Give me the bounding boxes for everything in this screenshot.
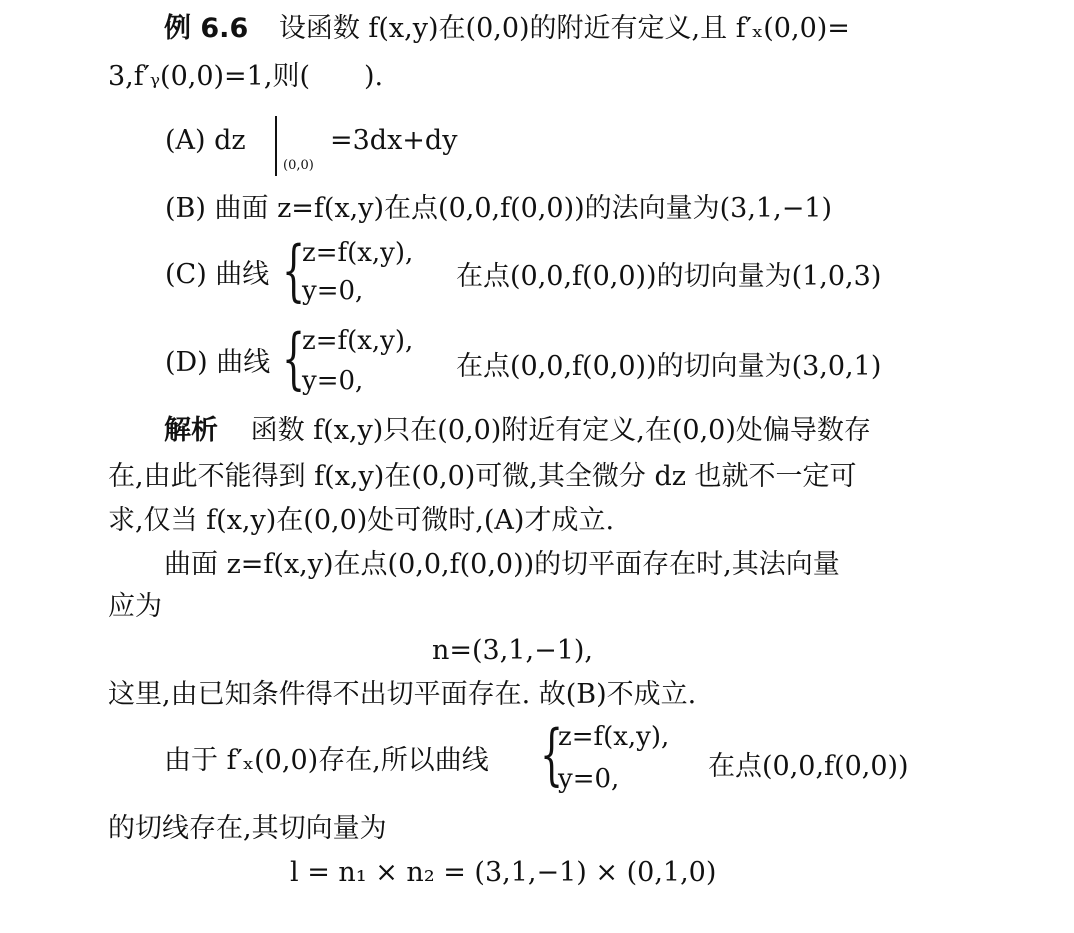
option-a-prefix: (A) dz: [165, 125, 246, 156]
normal-vector-formula: n=(3,1,−1),: [432, 635, 593, 666]
tangent-vector-formula: l = n₁ × n₂ = (3,1,−1) × (0,1,0): [290, 857, 717, 888]
problem-line-1: [164, 12, 850, 46]
option-c-eq2: y=0,: [302, 276, 364, 306]
analysis-p1-line1: 函数 f(x,y)只在(0,0)附近有定义,在(0,0)处偏导数存: [250, 415, 871, 446]
option-a-subscript: (0,0): [283, 158, 314, 173]
analysis-p2-line2: 应为: [108, 591, 162, 622]
option-c-brace: {: [282, 232, 306, 309]
analysis-p2-line1: 曲面 z=f(x,y)在点(0,0,f(0,0))的切平面存在时,其法向量: [164, 549, 840, 580]
option-d-suffix: 在点(0,0,f(0,0))的切向量为(3,0,1): [456, 351, 882, 382]
option-c-eq1: z=f(x,y),: [302, 238, 414, 268]
problem-stem-1: 设函数 f(x,y)在(0,0)的附近有定义,且 f′ₓ(0,0)=: [278, 13, 850, 44]
analysis-p1-line2: 在,由此不能得到 f(x,y)在(0,0)可微,其全微分 dz 也就不一定可: [108, 461, 857, 492]
analysis-p3-eq1: z=f(x,y),: [558, 722, 670, 752]
analysis-p3-line2: 的切线存在,其切向量为: [108, 813, 387, 844]
option-a-rhs: =3dx+dy: [330, 125, 458, 156]
option-d-prefix: (D) 曲线: [165, 347, 271, 378]
analysis-p3-suffix: 在点(0,0,f(0,0)): [708, 751, 909, 782]
analysis-p2-line3: 这里,由已知条件得不出切平面存在. 故(B)不成立.: [108, 679, 697, 710]
option-c-prefix: (C) 曲线: [165, 259, 270, 290]
problem-label: 例 6.6: [164, 13, 249, 44]
analysis-p3-brace: {: [540, 716, 564, 793]
option-d-eq1: z=f(x,y),: [302, 326, 414, 356]
analysis-label: 解析: [164, 415, 218, 446]
analysis-p3-eq2: y=0,: [558, 764, 620, 794]
analysis-line-1: [164, 414, 871, 448]
analysis-p1-line3: 求,仅当 f(x,y)在(0,0)处可微时,(A)才成立.: [108, 505, 615, 536]
problem-stem-2: 3,f′ᵧ(0,0)=1,则( ).: [108, 61, 384, 92]
option-b: (B) 曲面 z=f(x,y)在点(0,0,f(0,0))的法向量为(3,1,−1): [165, 193, 833, 224]
option-d-brace: {: [282, 320, 306, 397]
analysis-p3-prefix: 由于 f′ₓ(0,0)存在,所以曲线: [164, 745, 489, 776]
option-d-eq2: y=0,: [302, 366, 364, 396]
option-c-suffix: 在点(0,0,f(0,0))的切向量为(1,0,3): [456, 261, 882, 292]
evaluation-bar: [275, 116, 277, 176]
